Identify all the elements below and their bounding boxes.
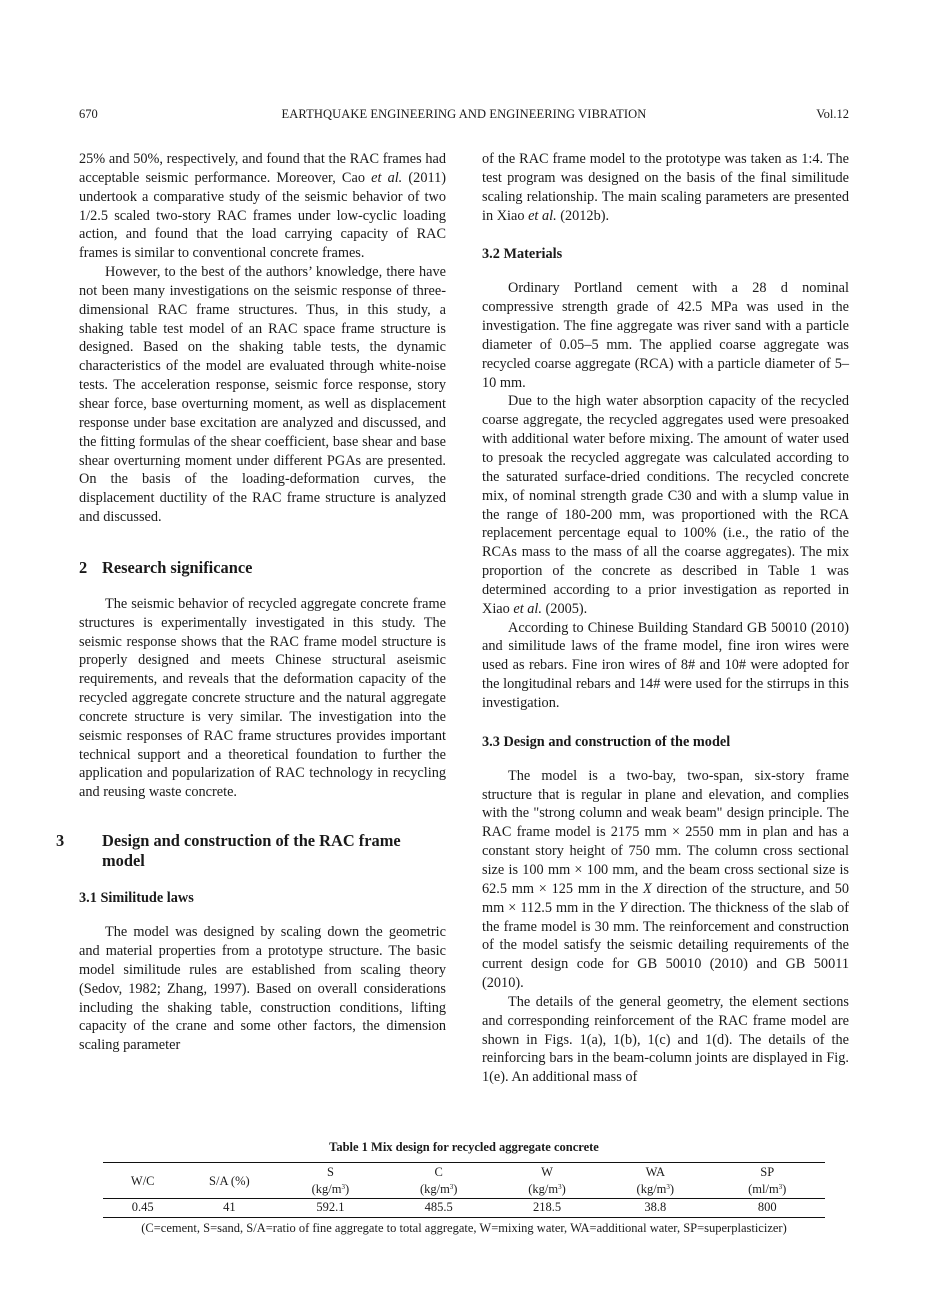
section-number: 2	[79, 557, 88, 577]
header-unit: )	[782, 1182, 787, 1196]
table-cell: 485.5	[385, 1199, 493, 1218]
text-run: The model is a two-bay, two-span, six-story frame structure that is regular in plane and elevation, and complies with the "strong column and weak beam" design principle. The RAC frame model is 2175 mm × 2550 mm in plan and has a constant story height of 750 mm. The column cross sectional size is 100 mm × 100 mm, and the beam cross sectional size is 62.5 mm × 125 mm in the	[482, 767, 849, 897]
section-title: Research significance	[102, 557, 253, 577]
paragraph: The details of the general geometry, the element sections and corresponding reinforcement of the RAC frame model are shown in Figs. 1(a), 1(b), 1(c) and 1(d). The details of the reinforcing bars in the beam-column joints are displayed in Fig. 1(e). An additional mass of	[482, 993, 849, 1086]
unit-superscript: 3	[341, 1183, 345, 1191]
paragraph	[482, 767, 849, 993]
table-cell: 800	[709, 1199, 825, 1218]
page-number: 670	[79, 107, 98, 121]
italic-text: X	[642, 880, 652, 897]
header-label: W	[541, 1165, 553, 1179]
header-unit: )	[345, 1182, 350, 1196]
section-title: Design and construction of the RAC frame model	[102, 831, 401, 871]
table-cell: 0.45	[103, 1199, 182, 1218]
header-unit: )	[669, 1182, 675, 1196]
table-note: (C=cement, S=sand, S/A=ratio of fine aggregate to total aggregate, W=mixing water, WA=additional water, SP=superplasticizer)	[141, 1221, 787, 1235]
column-header	[709, 1163, 825, 1199]
header-label: W/C	[130, 1173, 155, 1188]
column-header	[182, 1163, 276, 1199]
text-run: direction of the structure, and 50 mm × 112.5 mm in the	[482, 880, 849, 916]
paragraph: According to Chinese Building Standard GB 50010 (2010) and similitude laws of the frame model, fine iron wires were used as rebars. Fine iron wires of 8# and 10# were adopted for the longitudinal rebars and 14# were used for the stirrups in this investigation.	[482, 619, 849, 711]
text-run: Due to the high water absorption capacity of the recycled coarse aggregate, the recycled aggregates used were presoaked with additional water before mixing. The amount of water used to presoak the recycled aggregate was calculated according to the saturated surface-dried conditions. The recycled concrete mix, of nominal strength grade C30 and with a slump value in the range of 180-200 mm, was proportioned with the RCA replacement percentage equal to 100% (i.e., the ratio of the RCAs mass to the mass of all the coarse aggregates). The mix proportion of the concrete as described in Table 1 was determined according to a prior investigation as reported in Xiao	[482, 393, 849, 617]
running-header	[79, 107, 849, 125]
section-heading	[56, 831, 446, 871]
column-header	[493, 1163, 601, 1199]
section-number: 3	[56, 831, 65, 851]
unit-superscript: 3	[449, 1183, 454, 1191]
unit-superscript: 3	[778, 1183, 783, 1191]
paragraph: Ordinary Portland cement with a 28 d nominal compressive strength grade of 42.5 MPa was used in the investigation. The fine aggregate was river sand with a particle diameter of 0.05–5 mm. The applied coarse aggregate was recycled coarse aggregate (RCA) with a particle diameter of 5–10 mm.	[482, 280, 849, 391]
table-cell: 218.5	[493, 1199, 601, 1218]
paragraph	[482, 392, 849, 618]
header-unit: (kg/m	[528, 1182, 559, 1196]
header-unit: )	[453, 1182, 458, 1196]
header-label: S/A (%)	[209, 1173, 250, 1188]
unit-superscript: 3	[666, 1183, 670, 1191]
table-row	[103, 1199, 825, 1218]
header-label: SP	[760, 1165, 775, 1179]
left-column	[56, 150, 446, 1055]
paragraph	[79, 150, 446, 263]
text-run: of the RAC frame model to the prototype was taken as 1:4. The test program was designed on the basis of the final similitude scaling relationship. The main scaling parameters are presented in Xiao	[482, 151, 849, 224]
table-caption: Table 1 Mix design for recycled aggregate concrete	[329, 1140, 599, 1154]
volume-label: Vol.12	[816, 107, 849, 121]
header-unit: )	[561, 1182, 566, 1196]
table-cell: 592.1	[276, 1199, 384, 1218]
header-label: C	[434, 1165, 443, 1179]
italic-text: et al.	[371, 169, 403, 186]
section-heading	[79, 558, 446, 578]
text-run: 25% and 50%, respectively, and found that the RAC frames had acceptable seismic performance. Moreover, Cao	[79, 151, 446, 186]
header-unit: (kg/m	[419, 1182, 450, 1196]
header-unit: (kg/m	[311, 1182, 342, 1196]
subsection-heading: 3.1 Similitude laws	[79, 890, 194, 907]
paragraph: However, to the best of the authors’ knowledge, there have not been many investigations on the seismic response of three-dimensional RAC frame structures. Thus, in this study, a shaking table test model of an RAC space frame structure is designed. Based on the shaking table tests, the dynamic characteristics of the model are evaluated through white-noise tests. The acceleration response, seismic force response, story shear force, base overturning moment, as well as displacement response under base excitation are analyzed and discussed, and the fitting formulas of the shear coefficient, base shear and base shear overturning moment under different PGAs are presented. On the basis of the loading-deformation curves, the displacement ductility of the RAC frame structure is analyzed and discussed.	[79, 264, 446, 526]
paragraph: The model was designed by scaling down the geometric and material properties from a prototype structure. The basic model similitude rules are established from scaling theory (Sedov, 1982; Zhang, 1997). Based on overall considerations including the shaking table, construction conditions, lifting capacity of the crane and some other factors, the dimension scaling parameter	[79, 924, 446, 1054]
header-label: S	[326, 1165, 334, 1179]
subsection-heading: 3.3 Design and construction of the model	[482, 733, 731, 750]
column-header	[276, 1163, 384, 1199]
paragraph: The seismic behavior of recycled aggregate concrete frame structures is experimentally investigated in this study. The seismic response shows that the RAC frame model structure is properly designed and meets Chinese structural aseismic requirements, and reveals that the deformation capacity of the recycled aggregate concrete structure and the natural aggregate concrete structure is very similar. The investigation into the seismic responses of RAC frame structures provides important technical support and a theoretical foundation to further the application and popularization of RAC technology in recycling and reusing waste concrete.	[79, 595, 446, 801]
text-run: (2011) undertook a comparative study of the seismic behavior of two 1/2.5 scaled two-story RAC frames under low-cyclic loading action, and found that the load carrying capacity of RAC frames is similar to conventional concrete frames.	[79, 169, 446, 262]
paragraph	[482, 150, 849, 225]
table-header-row	[103, 1163, 825, 1199]
mix-design-table	[103, 1162, 825, 1218]
italic-text: Y	[618, 899, 627, 916]
column-header	[103, 1163, 182, 1199]
unit-superscript: 3	[558, 1183, 562, 1191]
header-unit: (kg/m	[636, 1182, 667, 1196]
journal-title: EARTHQUAKE ENGINEERING AND ENGINEERING VIBRATION	[281, 107, 647, 121]
text-run: (2012b).	[556, 207, 610, 224]
italic-text: et al.	[528, 207, 557, 224]
column-header	[601, 1163, 709, 1199]
text-run: direction. The thickness of the slab of the frame model is 30 mm. The reinforcement and construction of the model satisfy the seismic detailing requirements of the current design code for GB 50010 (2010) and GB 50011 (2010).	[482, 899, 849, 992]
column-header	[385, 1163, 493, 1199]
table-cell: 38.8	[601, 1199, 709, 1218]
table-1	[103, 1140, 825, 1236]
text-run: (2005).	[541, 600, 588, 617]
subsection-heading: 3.2 Materials	[482, 246, 563, 263]
table-cell: 41	[182, 1199, 276, 1218]
italic-text: et al.	[513, 600, 542, 617]
right-column	[482, 150, 849, 1087]
header-unit: (ml/m	[748, 1182, 779, 1196]
header-label: WA	[645, 1165, 666, 1179]
